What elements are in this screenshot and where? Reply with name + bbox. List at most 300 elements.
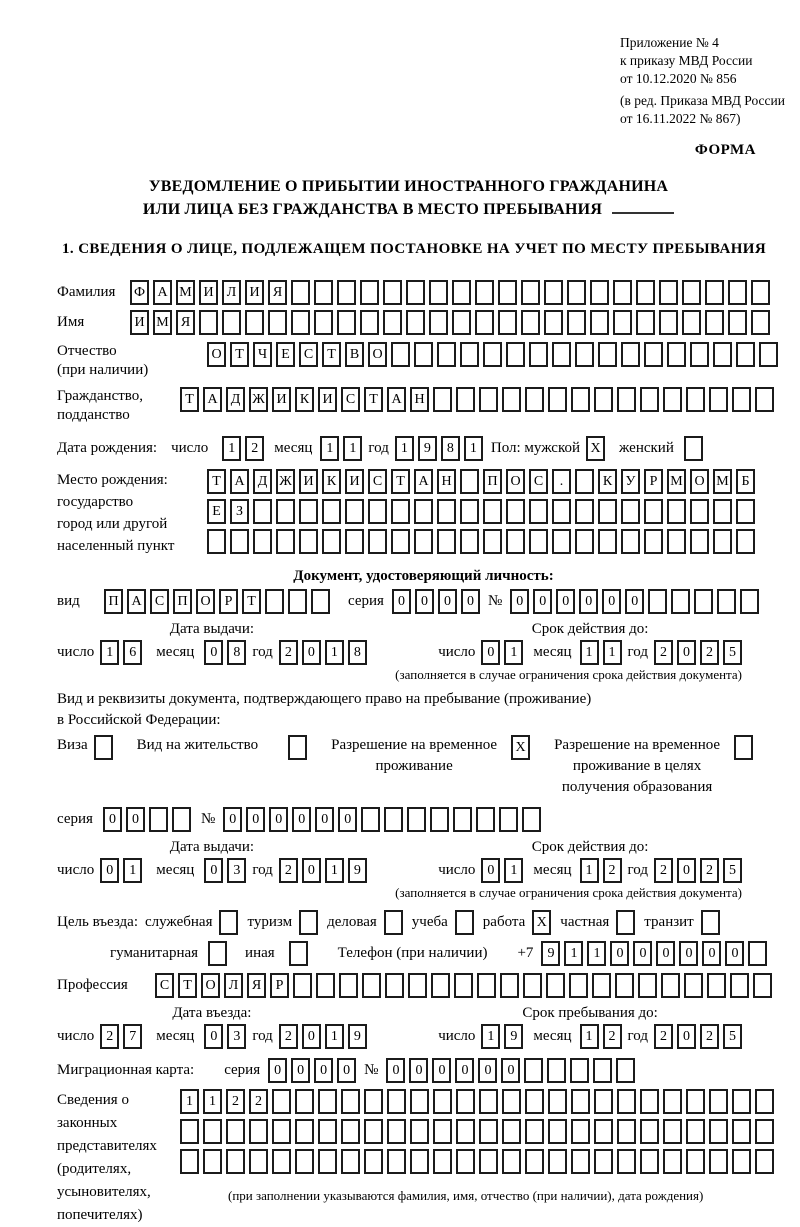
char-cell[interactable] [598, 529, 617, 554]
char-cell[interactable]: Т [322, 342, 341, 367]
char-cell[interactable]: 0 [501, 1058, 520, 1083]
char-cell[interactable]: 0 [481, 858, 500, 883]
char-cell[interactable]: X [586, 436, 605, 461]
char-cell[interactable]: Б [736, 469, 755, 494]
char-cell[interactable]: 2 [700, 1024, 719, 1049]
char-cell[interactable] [479, 1119, 498, 1144]
char-cell[interactable] [437, 499, 456, 524]
char-cell[interactable]: 2 [100, 1024, 119, 1049]
char-cell[interactable] [299, 529, 318, 554]
char-cell[interactable]: 0 [315, 807, 334, 832]
char-cell[interactable] [483, 499, 502, 524]
char-cell[interactable] [341, 1149, 360, 1174]
char-cell[interactable]: 1 [123, 858, 142, 883]
char-cell[interactable] [364, 1089, 383, 1114]
char-cell[interactable] [736, 529, 755, 554]
char-cell[interactable] [455, 910, 474, 935]
char-cell[interactable] [253, 529, 272, 554]
char-cell[interactable] [570, 1058, 589, 1083]
char-cell[interactable] [590, 280, 609, 305]
char-cell[interactable] [713, 342, 732, 367]
char-cell[interactable]: И [318, 387, 337, 412]
char-cell[interactable] [414, 342, 433, 367]
char-cell[interactable] [592, 973, 611, 998]
char-cell[interactable] [406, 310, 425, 335]
char-cell[interactable] [728, 310, 747, 335]
char-cell[interactable] [268, 310, 287, 335]
char-cell[interactable]: О [207, 342, 226, 367]
char-cell[interactable]: 3 [227, 1024, 246, 1049]
char-cell[interactable] [575, 342, 594, 367]
char-cell[interactable] [552, 499, 571, 524]
char-cell[interactable] [299, 499, 318, 524]
char-cell[interactable]: 8 [227, 640, 246, 665]
char-cell[interactable] [686, 387, 705, 412]
char-cell[interactable]: 1 [325, 1024, 344, 1049]
char-cell[interactable]: 0 [455, 1058, 474, 1083]
char-cell[interactable] [477, 973, 496, 998]
char-cell[interactable]: 0 [677, 858, 696, 883]
char-cell[interactable]: 2 [700, 640, 719, 665]
char-cell[interactable] [337, 280, 356, 305]
char-cell[interactable]: 0 [478, 1058, 497, 1083]
char-cell[interactable] [709, 387, 728, 412]
char-cell[interactable]: А [203, 387, 222, 412]
char-cell[interactable] [575, 469, 594, 494]
char-cell[interactable] [322, 529, 341, 554]
char-cell[interactable] [345, 529, 364, 554]
char-cell[interactable] [364, 1149, 383, 1174]
char-cell[interactable] [433, 1089, 452, 1114]
char-cell[interactable]: 3 [227, 858, 246, 883]
char-cell[interactable] [364, 1119, 383, 1144]
char-cell[interactable]: 5 [723, 640, 742, 665]
char-cell[interactable]: Т [391, 469, 410, 494]
char-cell[interactable] [94, 735, 113, 760]
char-cell[interactable] [337, 310, 356, 335]
char-cell[interactable] [299, 910, 318, 935]
char-cell[interactable] [644, 529, 663, 554]
char-cell[interactable]: X [511, 735, 530, 760]
char-cell[interactable]: 2 [279, 858, 298, 883]
char-cell[interactable] [430, 807, 449, 832]
char-cell[interactable] [502, 1149, 521, 1174]
char-cell[interactable]: 9 [504, 1024, 523, 1049]
char-cell[interactable]: Т [178, 973, 197, 998]
char-cell[interactable]: Л [222, 280, 241, 305]
char-cell[interactable] [460, 529, 479, 554]
char-cell[interactable] [525, 1149, 544, 1174]
char-cell[interactable] [748, 941, 767, 966]
char-cell[interactable] [433, 1149, 452, 1174]
char-cell[interactable] [180, 1119, 199, 1144]
char-cell[interactable] [713, 499, 732, 524]
char-cell[interactable] [705, 280, 724, 305]
char-cell[interactable]: О [201, 973, 220, 998]
char-cell[interactable] [341, 1119, 360, 1144]
char-cell[interactable] [682, 310, 701, 335]
char-cell[interactable] [498, 310, 517, 335]
char-cell[interactable]: 0 [302, 1024, 321, 1049]
char-cell[interactable] [663, 1149, 682, 1174]
char-cell[interactable]: 0 [126, 807, 145, 832]
char-cell[interactable] [360, 310, 379, 335]
char-cell[interactable]: 1 [580, 1024, 599, 1049]
char-cell[interactable] [368, 499, 387, 524]
char-cell[interactable]: М [667, 469, 686, 494]
char-cell[interactable]: С [155, 973, 174, 998]
char-cell[interactable]: 1 [203, 1089, 222, 1114]
char-cell[interactable] [149, 807, 168, 832]
char-cell[interactable] [318, 1149, 337, 1174]
char-cell[interactable] [522, 807, 541, 832]
char-cell[interactable]: М [153, 310, 172, 335]
char-cell[interactable] [613, 280, 632, 305]
char-cell[interactable]: С [529, 469, 548, 494]
char-cell[interactable]: 0 [337, 1058, 356, 1083]
char-cell[interactable]: Н [437, 469, 456, 494]
char-cell[interactable]: 0 [432, 1058, 451, 1083]
char-cell[interactable]: 0 [679, 941, 698, 966]
char-cell[interactable]: 1 [504, 858, 523, 883]
char-cell[interactable] [385, 973, 404, 998]
char-cell[interactable] [506, 529, 525, 554]
char-cell[interactable]: Д [226, 387, 245, 412]
char-cell[interactable] [208, 941, 227, 966]
char-cell[interactable] [295, 1089, 314, 1114]
char-cell[interactable] [567, 310, 586, 335]
char-cell[interactable] [456, 387, 475, 412]
char-cell[interactable]: 0 [677, 640, 696, 665]
char-cell[interactable]: 0 [625, 589, 644, 614]
char-cell[interactable] [249, 1149, 268, 1174]
char-cell[interactable]: 2 [249, 1089, 268, 1114]
char-cell[interactable]: 0 [392, 589, 411, 614]
char-cell[interactable]: 0 [292, 807, 311, 832]
char-cell[interactable]: 9 [541, 941, 560, 966]
char-cell[interactable] [636, 280, 655, 305]
char-cell[interactable] [454, 973, 473, 998]
char-cell[interactable]: 0 [533, 589, 552, 614]
char-cell[interactable] [590, 310, 609, 335]
char-cell[interactable] [755, 387, 774, 412]
char-cell[interactable] [289, 941, 308, 966]
char-cell[interactable] [391, 529, 410, 554]
char-cell[interactable]: И [345, 469, 364, 494]
char-cell[interactable] [272, 1089, 291, 1114]
char-cell[interactable] [383, 310, 402, 335]
char-cell[interactable] [709, 1089, 728, 1114]
char-cell[interactable] [686, 1149, 705, 1174]
char-cell[interactable] [529, 342, 548, 367]
char-cell[interactable] [414, 499, 433, 524]
char-cell[interactable] [483, 342, 502, 367]
char-cell[interactable] [548, 1119, 567, 1144]
char-cell[interactable]: Н [410, 387, 429, 412]
char-cell[interactable]: 0 [338, 807, 357, 832]
char-cell[interactable]: К [598, 469, 617, 494]
char-cell[interactable]: 6 [123, 640, 142, 665]
char-cell[interactable] [621, 499, 640, 524]
char-cell[interactable]: П [483, 469, 502, 494]
char-cell[interactable] [569, 973, 588, 998]
char-cell[interactable]: И [299, 469, 318, 494]
char-cell[interactable] [476, 807, 495, 832]
char-cell[interactable]: Р [219, 589, 238, 614]
char-cell[interactable] [659, 310, 678, 335]
char-cell[interactable]: 0 [246, 807, 265, 832]
char-cell[interactable] [663, 1119, 682, 1144]
char-cell[interactable]: Я [247, 973, 266, 998]
char-cell[interactable] [736, 499, 755, 524]
char-cell[interactable]: 0 [291, 1058, 310, 1083]
char-cell[interactable]: С [150, 589, 169, 614]
char-cell[interactable] [429, 280, 448, 305]
char-cell[interactable]: 1 [603, 640, 622, 665]
char-cell[interactable] [671, 589, 690, 614]
char-cell[interactable] [575, 529, 594, 554]
char-cell[interactable]: А [127, 589, 146, 614]
char-cell[interactable] [502, 387, 521, 412]
char-cell[interactable] [690, 529, 709, 554]
char-cell[interactable] [732, 1119, 751, 1144]
char-cell[interactable] [362, 973, 381, 998]
char-cell[interactable] [521, 280, 540, 305]
char-cell[interactable]: 7 [123, 1024, 142, 1049]
char-cell[interactable] [230, 529, 249, 554]
char-cell[interactable] [615, 973, 634, 998]
char-cell[interactable] [180, 1149, 199, 1174]
char-cell[interactable] [483, 529, 502, 554]
char-cell[interactable]: 2 [226, 1089, 245, 1114]
char-cell[interactable] [730, 973, 749, 998]
char-cell[interactable] [640, 387, 659, 412]
char-cell[interactable] [460, 342, 479, 367]
char-cell[interactable]: 9 [348, 858, 367, 883]
char-cell[interactable] [295, 1119, 314, 1144]
char-cell[interactable]: 2 [654, 858, 673, 883]
char-cell[interactable] [552, 342, 571, 367]
char-cell[interactable]: 0 [268, 1058, 287, 1083]
char-cell[interactable]: 0 [438, 589, 457, 614]
char-cell[interactable] [498, 280, 517, 305]
char-cell[interactable]: О [690, 469, 709, 494]
char-cell[interactable]: 0 [269, 807, 288, 832]
char-cell[interactable] [203, 1149, 222, 1174]
char-cell[interactable] [648, 589, 667, 614]
char-cell[interactable]: С [341, 387, 360, 412]
char-cell[interactable]: 2 [603, 858, 622, 883]
char-cell[interactable] [753, 973, 772, 998]
char-cell[interactable] [207, 529, 226, 554]
char-cell[interactable] [598, 342, 617, 367]
char-cell[interactable]: 5 [723, 858, 742, 883]
char-cell[interactable] [593, 1058, 612, 1083]
char-cell[interactable]: Е [207, 499, 226, 524]
char-cell[interactable]: 1 [320, 436, 339, 461]
char-cell[interactable]: Т [230, 342, 249, 367]
char-cell[interactable] [644, 342, 663, 367]
char-cell[interactable] [684, 436, 703, 461]
char-cell[interactable] [249, 1119, 268, 1144]
char-cell[interactable]: Д [253, 469, 272, 494]
char-cell[interactable] [728, 280, 747, 305]
char-cell[interactable] [506, 342, 525, 367]
char-cell[interactable] [452, 280, 471, 305]
char-cell[interactable] [640, 1149, 659, 1174]
char-cell[interactable] [644, 499, 663, 524]
char-cell[interactable] [288, 735, 307, 760]
char-cell[interactable]: 0 [415, 589, 434, 614]
char-cell[interactable]: 0 [302, 858, 321, 883]
char-cell[interactable] [437, 529, 456, 554]
char-cell[interactable] [391, 499, 410, 524]
char-cell[interactable]: 1 [100, 640, 119, 665]
char-cell[interactable] [567, 280, 586, 305]
char-cell[interactable] [598, 499, 617, 524]
char-cell[interactable] [525, 1089, 544, 1114]
char-cell[interactable] [384, 910, 403, 935]
char-cell[interactable] [709, 1149, 728, 1174]
char-cell[interactable] [552, 529, 571, 554]
char-cell[interactable] [594, 1089, 613, 1114]
char-cell[interactable] [314, 310, 333, 335]
char-cell[interactable] [414, 529, 433, 554]
char-cell[interactable] [433, 1119, 452, 1144]
char-cell[interactable] [717, 589, 736, 614]
char-cell[interactable]: 1 [564, 941, 583, 966]
char-cell[interactable]: 0 [386, 1058, 405, 1083]
char-cell[interactable]: М [176, 280, 195, 305]
char-cell[interactable] [617, 1119, 636, 1144]
char-cell[interactable] [755, 1119, 774, 1144]
char-cell[interactable] [276, 499, 295, 524]
char-cell[interactable] [571, 1119, 590, 1144]
char-cell[interactable]: И [272, 387, 291, 412]
char-cell[interactable] [736, 342, 755, 367]
char-cell[interactable]: 1 [343, 436, 362, 461]
char-cell[interactable] [433, 387, 452, 412]
char-cell[interactable] [479, 1089, 498, 1114]
char-cell[interactable]: 8 [348, 640, 367, 665]
char-cell[interactable]: О [196, 589, 215, 614]
char-cell[interactable] [734, 735, 753, 760]
char-cell[interactable] [314, 280, 333, 305]
char-cell[interactable] [322, 499, 341, 524]
char-cell[interactable] [291, 280, 310, 305]
char-cell[interactable]: 0 [302, 640, 321, 665]
char-cell[interactable] [740, 589, 759, 614]
char-cell[interactable] [548, 387, 567, 412]
char-cell[interactable]: П [173, 589, 192, 614]
char-cell[interactable] [361, 807, 380, 832]
char-cell[interactable] [288, 589, 307, 614]
char-cell[interactable] [341, 1089, 360, 1114]
char-cell[interactable]: 2 [245, 436, 264, 461]
char-cell[interactable] [661, 973, 680, 998]
char-cell[interactable]: Р [644, 469, 663, 494]
char-cell[interactable]: 2 [700, 858, 719, 883]
char-cell[interactable]: 0 [481, 640, 500, 665]
char-cell[interactable]: 0 [204, 858, 223, 883]
char-cell[interactable] [544, 310, 563, 335]
char-cell[interactable] [547, 1058, 566, 1083]
char-cell[interactable] [452, 310, 471, 335]
char-cell[interactable]: Т [180, 387, 199, 412]
char-cell[interactable]: 2 [279, 640, 298, 665]
char-cell[interactable] [663, 1089, 682, 1114]
char-cell[interactable] [732, 1089, 751, 1114]
char-cell[interactable] [621, 529, 640, 554]
char-cell[interactable] [368, 529, 387, 554]
char-cell[interactable] [617, 1089, 636, 1114]
char-cell[interactable] [732, 387, 751, 412]
char-cell[interactable] [479, 387, 498, 412]
char-cell[interactable] [345, 499, 364, 524]
char-cell[interactable]: 2 [654, 1024, 673, 1049]
char-cell[interactable] [659, 280, 678, 305]
char-cell[interactable]: Я [176, 310, 195, 335]
char-cell[interactable] [524, 1058, 543, 1083]
char-cell[interactable]: С [368, 469, 387, 494]
char-cell[interactable] [709, 1119, 728, 1144]
char-cell[interactable]: Ф [130, 280, 149, 305]
char-cell[interactable] [339, 973, 358, 998]
char-cell[interactable]: 0 [556, 589, 575, 614]
char-cell[interactable]: 0 [100, 858, 119, 883]
char-cell[interactable] [499, 807, 518, 832]
char-cell[interactable] [291, 310, 310, 335]
char-cell[interactable]: 0 [633, 941, 652, 966]
char-cell[interactable] [617, 387, 636, 412]
char-cell[interactable] [316, 973, 335, 998]
char-cell[interactable]: 0 [602, 589, 621, 614]
char-cell[interactable] [571, 1089, 590, 1114]
char-cell[interactable]: З [230, 499, 249, 524]
char-cell[interactable] [667, 499, 686, 524]
char-cell[interactable]: 2 [654, 640, 673, 665]
char-cell[interactable] [521, 310, 540, 335]
char-cell[interactable]: 0 [610, 941, 629, 966]
char-cell[interactable] [311, 589, 330, 614]
char-cell[interactable]: Ж [249, 387, 268, 412]
char-cell[interactable]: А [414, 469, 433, 494]
char-cell[interactable] [663, 387, 682, 412]
char-cell[interactable]: О [506, 469, 525, 494]
char-cell[interactable]: 1 [580, 640, 599, 665]
char-cell[interactable] [571, 387, 590, 412]
char-cell[interactable] [429, 310, 448, 335]
char-cell[interactable] [410, 1119, 429, 1144]
char-cell[interactable]: Т [242, 589, 261, 614]
char-cell[interactable] [759, 342, 778, 367]
char-cell[interactable]: М [713, 469, 732, 494]
char-cell[interactable]: 9 [418, 436, 437, 461]
char-cell[interactable] [293, 973, 312, 998]
char-cell[interactable] [667, 529, 686, 554]
char-cell[interactable] [384, 807, 403, 832]
char-cell[interactable]: 0 [656, 941, 675, 966]
char-cell[interactable] [636, 310, 655, 335]
char-cell[interactable] [755, 1089, 774, 1114]
char-cell[interactable] [272, 1119, 291, 1144]
char-cell[interactable] [705, 310, 724, 335]
char-cell[interactable]: 1 [325, 858, 344, 883]
char-cell[interactable] [707, 973, 726, 998]
char-cell[interactable] [529, 529, 548, 554]
char-cell[interactable] [732, 1149, 751, 1174]
char-cell[interactable] [360, 280, 379, 305]
